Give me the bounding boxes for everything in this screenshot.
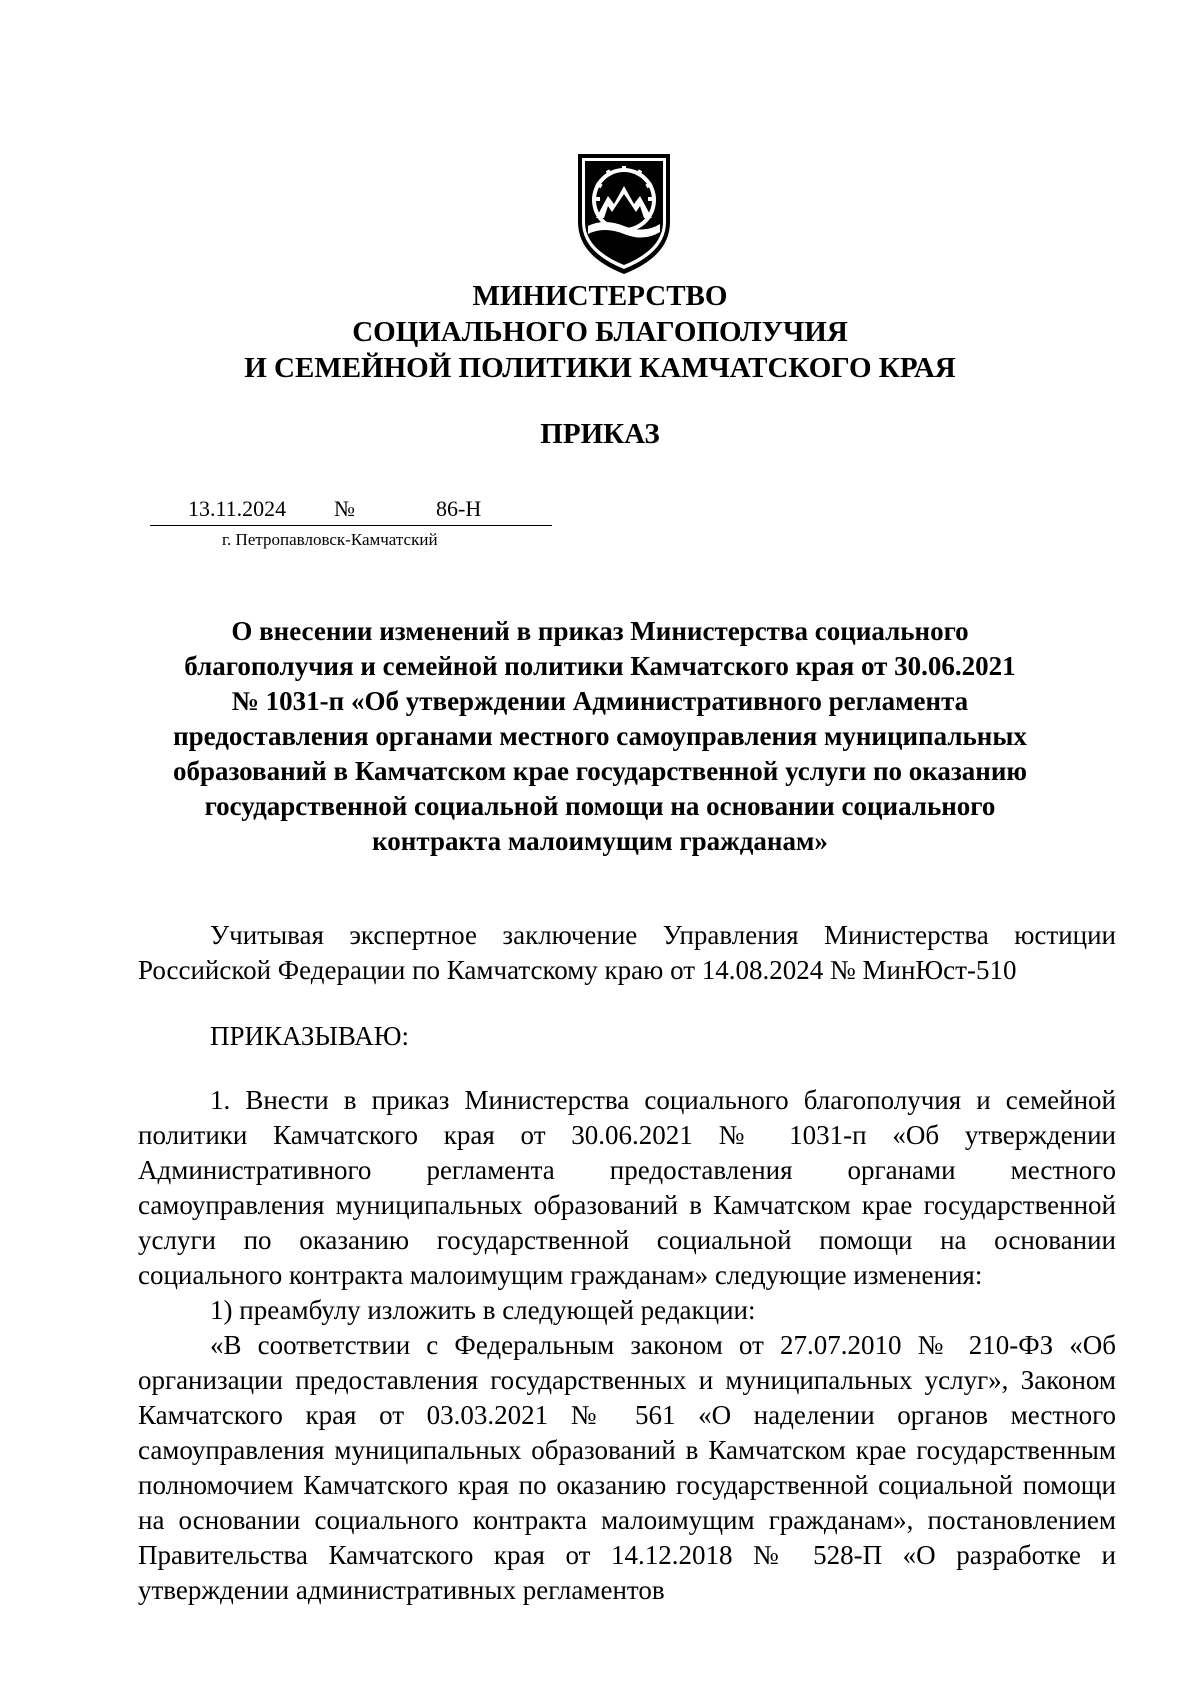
order-subject [150,614,1050,859]
quoted-preamble-paragraph: «В соответствии с Федеральным законом от 27.07.2010 № 210-ФЗ «Об организации предоставления государственных и муниципальных услуг», Законом Камчатского края от 03.03.2021 № 561 «О наделении органов местного самоуправления муниципальных образований в Камчатском крае государственным полномочием Камчатского края по оказанию государственной социальной помощи на основании социального контракта малоимущим гражданам», постановлением Правительства Камчатского края от 14.12.2018 № 528-П «О разработке и утверждении административных регламентов [138,1330,1116,1605]
preamble-paragraph [138,918,1116,988]
decree-word-block [138,1019,1116,1054]
ministry-name [0,278,1200,386]
subject-line: образований в Камчатском крае государственной услуги по оказанию [172,756,1028,786]
subject-line: О внесении изменений в приказ Министерства социального [231,616,969,646]
considering-text: Учитывая экспертное заключение Управления Министерства юстиции Российской Федерации по Камчатскому краю от 14.08.2024 № МинЮст-510 [138,920,1116,985]
subitem-1-paragraph: 1) преамбулу изложить в следующей редакции: [210,1295,756,1325]
number-sign: № [334,496,355,521]
subject-line: предоставления органами местного самоуправления муниципальных [173,721,1027,751]
date-number-line [150,494,552,526]
order-items [138,1083,1116,1608]
subject-line: контракта малоимущим гражданам» [372,826,828,856]
decree-word: ПРИКАЗЫВАЮ: [210,1021,409,1051]
order-number: 86-Н [436,496,482,521]
item-1-paragraph: 1. Внести в приказ Министерства социального благополучия и семейной политики Камчатского края от 30.06.2021 № 1031-п «Об утверждении Административного регламента предоставления органами местного самоуправления муниципальных образований в Камчатском крае государственной услуги по оказанию государственной социальной помощи на основании социального контракта малоимущим гражданам» следующие изменения: [138,1085,1116,1290]
ministry-name-line: СОЦИАЛЬНОГО БЛАГОПОЛУЧИЯ [352,316,848,348]
coat-of-arms-icon [574,152,674,276]
subject-line: благополучия и семейной политики Камчатского края от 30.06.2021 [184,651,1016,681]
ministry-name-line: МИНИСТЕРСТВО [472,280,728,312]
order-date: 13.11.2024 [188,496,287,521]
document-type-title: ПРИКАЗ [540,418,660,450]
subject-line: государственной социальной помощи на основании социального [204,791,996,821]
subject-line: № 1031-п «Об утверждении Административного регламента [231,686,969,716]
issue-city: г. Петропавловск-Камчатский [222,530,438,549]
ministry-name-line: И СЕМЕЙНОЙ ПОЛИТИКИ КАМЧАТСКОГО КРАЯ [244,352,956,384]
